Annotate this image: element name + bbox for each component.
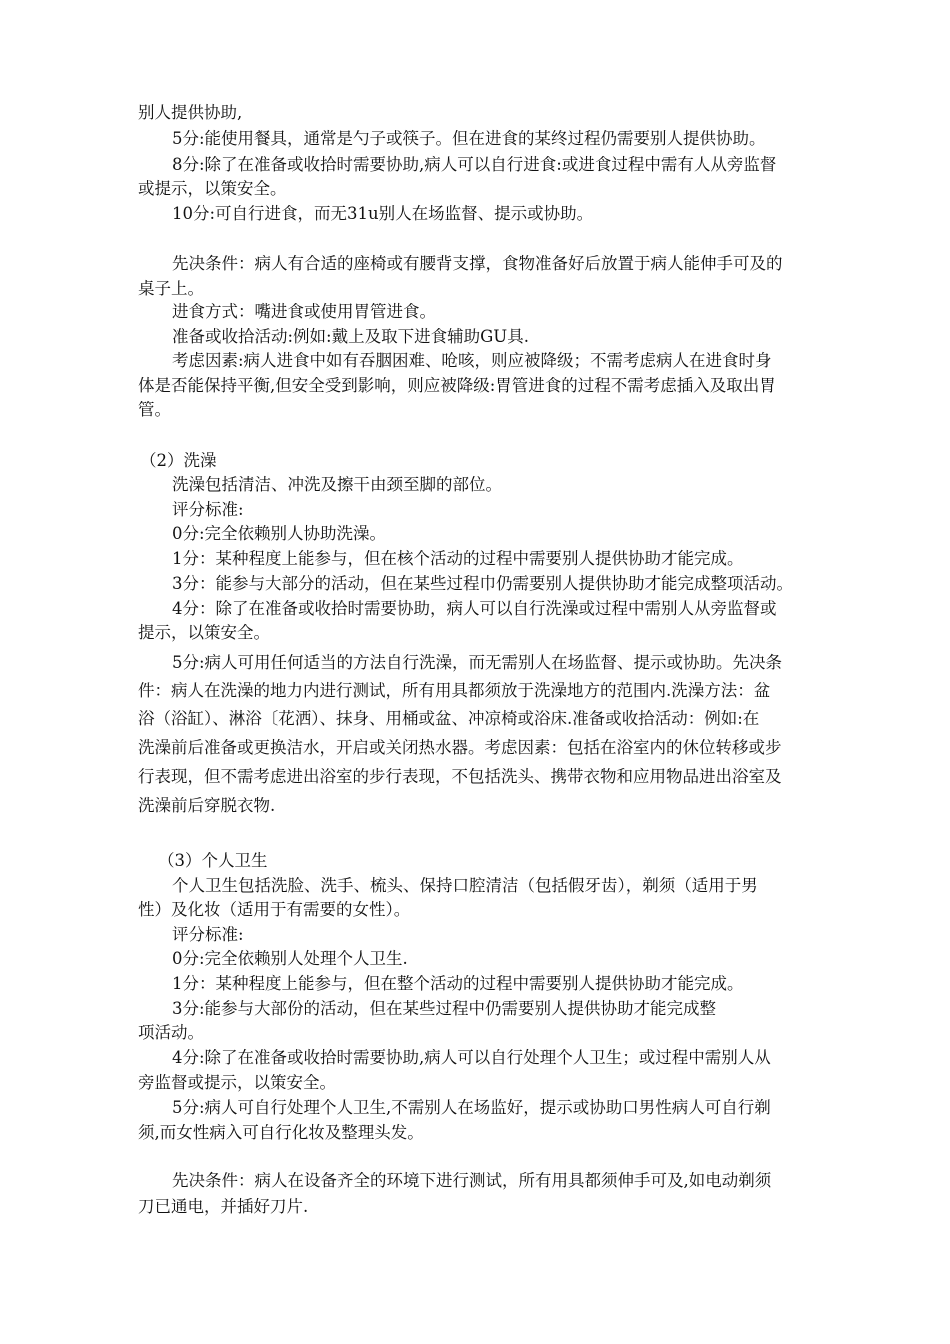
text-line: 项活动。 bbox=[138, 1023, 204, 1042]
text-line: 或提示，以策安全。 bbox=[138, 179, 287, 198]
score-0-bathing: 0分:完全依赖别人协助洗澡。 bbox=[172, 524, 387, 543]
score-0-hygiene: 0分:完全依赖别人处理个人卫生. bbox=[172, 949, 408, 968]
score-10-eating: 10分:可自行进食，而无31u别人在场监督、提示或协助。 bbox=[172, 204, 594, 223]
text-line: 须,而女性病入可自行化妆及整理头发。 bbox=[138, 1123, 424, 1142]
text-line: 洗澡前后穿脱衣物. bbox=[138, 796, 276, 815]
text-line: 件：病人在洗澡的地力内进行测试，所有用具都须放于洗澡地方的范围内.洗澡方法：盆 bbox=[138, 681, 771, 700]
score-4-hygiene: 4分:除了在准备或收拾时需要协助,病人可以自行处理个人卫生；或过程中需别人从 bbox=[172, 1048, 771, 1067]
text-line: 别人提供协助, bbox=[138, 103, 243, 122]
text-line: 旁监督或提示，以策安全。 bbox=[138, 1073, 336, 1092]
score-5-bathing: 5分:病人可用任何适当的方法自行洗澡，而无需别人在场监督、提示或协助。先决条 bbox=[172, 653, 783, 672]
text-line: 体是否能保持平衡,但安全受到影响，则应被降级:胃管进食的过程不需考虑插入及取出胃 bbox=[138, 376, 776, 395]
score-4-bathing: 4分：除了在准备或收拾时需要协助，病人可以自行洗澡或过程中需别人从旁监督或 bbox=[172, 599, 777, 618]
score-3-hygiene: 3分:能参与大部份的活动，但在某些过程中仍需要别人提供协助才能完成整 bbox=[172, 999, 717, 1018]
prerequisite-hygiene: 先决条件：病人在设备齐全的环境下进行测试，所有用具都须伸手可及,如电动剃须 bbox=[172, 1171, 772, 1190]
text-line: 刀已通电，并插好刀片. bbox=[138, 1197, 309, 1216]
score-1-hygiene: 1分：某种程度上能参与，但在整个活动的过程中需要别人提供协助才能完成。 bbox=[172, 974, 744, 993]
score-8-eating: 8分:除了在准备或收拾时需要协助,病人可以自行进食:或进食过程中需有人从旁监督 bbox=[172, 155, 777, 174]
text-line: 浴（浴缸）、淋浴〔花洒）、抹身、用桶或盆、冲凉椅或浴床.准备或收拾活动：例如:在 bbox=[138, 709, 760, 728]
section-heading-hygiene: （3）个人卫生 bbox=[158, 851, 268, 870]
text-line: 提示，以策安全。 bbox=[138, 623, 270, 642]
text-line: 洗澡前后准备或更换洁水，开启或关闭热水器。考虑因素：包括在浴室内的休位转移或步 bbox=[138, 738, 782, 757]
text-line: 桌子上。 bbox=[138, 279, 204, 298]
eating-method: 进食方式：嘴进食或使用胃管进食。 bbox=[172, 302, 436, 321]
text-line: 性）及化妆（适用于有需要的女性）。 bbox=[138, 900, 411, 919]
section-heading-bathing: （2）洗澡 bbox=[140, 451, 217, 470]
eating-considerations: 考虑因素:病人进食中如有吞胭困难、呛咳，则应被降级；不需考虑病人在进食时身 bbox=[172, 351, 772, 370]
score-3-bathing: 3分：能参与大部分的活动，但在某些过程巾仍需要别人提供协助才能完成整项活动。 bbox=[172, 574, 793, 593]
scoring-criteria-label: 评分标准: bbox=[172, 925, 244, 944]
hygiene-description: 个人卫生包括洗脸、洗手、梳头、保持口腔清洁（包括假牙齿），剃须（适用于男 bbox=[172, 876, 758, 895]
eating-prep: 准备或收拾活动:例如:戴上及取下进食辅助GU具. bbox=[172, 327, 529, 346]
prerequisite-eating: 先决条件：病人有合适的座椅或有腰背支撑，食物准备好后放置于病人能伸手可及的 bbox=[172, 254, 783, 273]
score-5-hygiene: 5分:病人可自行处理个人卫生,不需别人在场监好，提示或协助口男性病人可自行剃 bbox=[172, 1098, 771, 1117]
text-line: 行表现，但不需考虑进出浴室的步行表现，不包括洗头、携带衣物和应用物品进出浴室及 bbox=[138, 767, 782, 786]
score-1-bathing: 1分：某种程度上能参与，但在核个活动的过程中需要别人提供协助才能完成。 bbox=[172, 549, 744, 568]
score-5-eating: 5分:能使用餐具，通常是勺子或筷子。但在进食的某终过程仍需要别人提供协助。 bbox=[172, 129, 766, 148]
bathing-description: 洗澡包括清洁、冲洗及擦干由颈至脚的部位。 bbox=[172, 475, 502, 494]
text-line: 管。 bbox=[138, 400, 171, 419]
scoring-criteria-label: 评分标准: bbox=[172, 500, 244, 519]
